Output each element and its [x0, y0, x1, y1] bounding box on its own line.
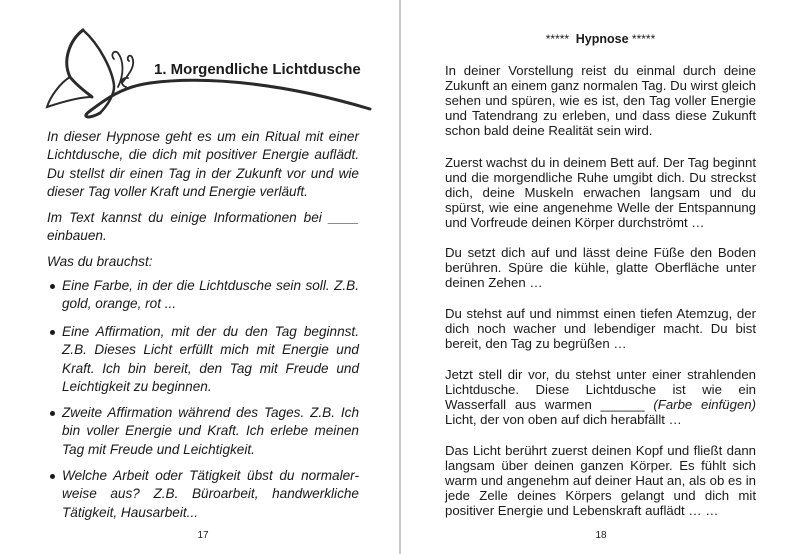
intro-paragraph: In dieser Hypnose geht es um ein Ritual mit einer Lichtdusche, die dich mit positiver Energie auflädt. Du stellst dir einen Tag in der Zukunft vor und wie dieser Tag voller Kraft und Energie verläuft.	[47, 129, 359, 200]
bullet-icon	[50, 284, 55, 289]
section-title: ***** Hypnose *****	[545, 32, 656, 46]
bullet-icon	[50, 330, 55, 335]
info-paragraph: Im Text kannst du einige Informationen bei ____ einbauen.	[47, 210, 359, 244]
chapter-title: 1. Morgendliche Lichtdusche	[154, 61, 361, 78]
paragraph: Du setzt dich auf und lässt deine Füße den Boden berühren. Spüre die kühle, glatte Oberfläche unter deinen Zehen …	[445, 245, 756, 290]
paragraph: In deiner Vorstellung reist du einmal durch deine Zukunft an einem ganz normalen Tag. Du wirst gleich sehen und spüren, wie es ist, den Tag voller Energie und Tatendrang zu erleben, und dass diese Zukunft schon bald deine Realität sein wird.	[445, 63, 756, 138]
paragraph: Du stehst auf und nimmst einen tiefen Atemzug, der dich noch wacher und lebendiger macht. Du bist bereit, den Tag zu begrüßen …	[445, 306, 756, 351]
bullet-icon	[50, 474, 55, 479]
paragraph: Zuerst wachst du in deinem Bett auf. Der Tag beginnt und die morgendliche Ruhe umgibt dich. Du streckst dich, deine Muskeln erwachen langsam und du spürst, wie eine angenehme Welle der Entspannung und Vorfreude deinen Körper durchströmt …	[445, 155, 756, 230]
paragraph: Das Licht berührt zuerst deinen Kopf und fließt dann langsam über deinen ganzen Körper. Es fühlt sich warm und angenehm auf deiner Haut an, als ob es in jede Zelle deines Körpers gelangt und dich mit positiver Energie und Lebenskraft auflädt … …	[445, 443, 756, 518]
needs-heading: Was du brauchst:	[47, 254, 153, 269]
list-item: Eine Farbe, in der die Lichtdusche sein soll. Z.B. gold, orange, rot ...	[47, 277, 359, 314]
left-page	[0, 0, 399, 554]
list-item: Zweite Affirmation während des Tages. Z.B. Ich bin voller Energie und Kraft. Ich erlebe meinen Tag mit Freude und Leichtigkeit.	[47, 404, 359, 459]
right-page	[401, 0, 800, 554]
page-number: 17	[197, 530, 209, 541]
list-item: Welche Arbeit oder Tätigkeit übst du normaler-weise aus? Z.B. Büroarbeit, handwerkliche Tätigkeit, Hausarbeit...	[47, 467, 359, 522]
bullet-icon	[50, 411, 55, 416]
page-number: 18	[595, 530, 607, 541]
paragraph: Jetzt stell dir vor, du stehst unter einer strahlenden Lichtdusche. Diese Lichtdusche ist wie ein Wasserfall aus warmen ______ (Farbe einfügen) Licht, der von oben auf dich herabfällt …	[445, 367, 757, 427]
list-item: Eine Affirmation, mit der du den Tag beginnst. Z.B. Dieses Licht erfüllt mich mit Energie und Kraft. Ich bin bereit, den Tag mit Freude und Leichtigkeit zu beginnen.	[47, 323, 359, 397]
